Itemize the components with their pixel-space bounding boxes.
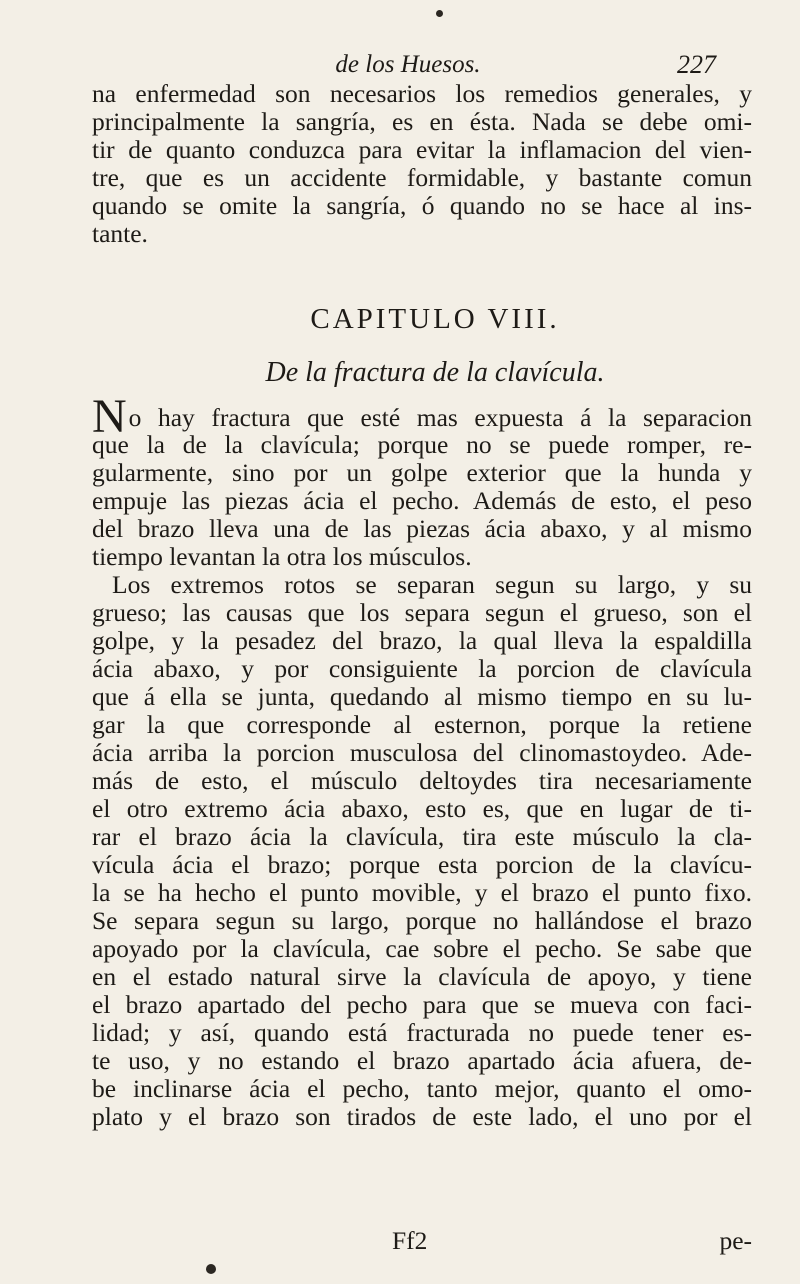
text-line: tiempo levantan la otra los músculos. (92, 542, 472, 571)
chapter-subtitle: De la fractura de la clavícula. (265, 357, 605, 388)
running-title: de los Huesos. (335, 51, 481, 78)
text-line: gar la que corresponde al esternon, porque la retiene (92, 710, 752, 739)
signature-mark: Ff2 (392, 1226, 428, 1255)
text-line: empuje las piezas ácia el pecho. Además de esto, el peso (92, 486, 752, 515)
chapter-heading: CAPITULO VIII. (310, 303, 560, 335)
top-paragraph (92, 80, 752, 248)
text-line: más de esto, el músculo deltoydes tira necesariamente (92, 766, 752, 795)
text-line: tante. (92, 219, 148, 248)
text-line: lidad; y así, quando está fracturada no puede tener es- (92, 1018, 752, 1047)
text-line: Se separa segun su largo, porque no hallándose el brazo (92, 906, 752, 935)
text-line: la se ha hecho el punto movible, y el brazo el punto fixo. (92, 878, 752, 907)
ink-dot-ornament (436, 10, 443, 17)
text-line: tre, que es un accidente formidable, y bastante comun (92, 163, 752, 192)
text-line: te uso, y no estando el brazo apartado ácia afuera, de- (92, 1046, 752, 1075)
text-line: rar el brazo ácia la clavícula, tira este músculo la cla- (92, 822, 752, 851)
text-line: el otro extremo ácia abaxo, esto es, que en lugar de ti- (92, 794, 752, 823)
main-text (92, 390, 752, 1131)
text-line: del brazo lleva una de las piezas ácia abaxo, y al mismo (92, 514, 752, 543)
text-line: na enfermedad son necesarios los remedios generales, y (92, 79, 752, 108)
text-line: principalmente la sangría, es en ésta. Nada se debe omi- (92, 107, 752, 136)
text-line-first (92, 390, 752, 443)
text-line: grueso; las causas que los separa segun el grueso, son el (92, 598, 752, 627)
drop-cap: N (92, 390, 127, 443)
text-line: golpe, y la pesadez del brazo, la qual lleva la espaldilla (92, 626, 752, 655)
text-line: vícula ácia el brazo; porque esta porcion de la clavícu- (92, 850, 752, 879)
catchword: pe- (719, 1226, 752, 1255)
text-line: tir de quanto conduzca para evitar la inflamacion del vien- (92, 135, 752, 164)
page-number: 227 (677, 50, 716, 79)
text-line: apoyado por la clavícula, cae sobre el pecho. Se sabe que (92, 934, 752, 963)
text-line: ácia arriba la porcion musculosa del clinomastoydeo. Ade- (92, 738, 752, 767)
text-line: gularmente, sino por un golpe exterior que la hunda y (92, 458, 752, 487)
text-line: que la de la clavícula; porque no se puede romper, re- (92, 430, 752, 459)
running-head (96, 48, 720, 82)
text-line: be inclinarse ácia el pecho, tanto mejor, quanto el omo- (92, 1074, 752, 1103)
text-line: plato y el brazo son tirados de este lado, el uno por el (92, 1102, 752, 1131)
first-line-text: o hay fractura que esté mas expuesta á la separacion (128, 403, 752, 432)
page-footer (92, 1226, 752, 1254)
text-line: que á ella se junta, quedando al mismo tiempo en su lu- (92, 682, 752, 711)
text-line: el brazo apartado del pecho para que se mueva con faci- (92, 990, 752, 1019)
text-line: Los extremos rotos se separan segun su largo, y su (112, 570, 752, 599)
text-line: en el estado natural sirve la clavícula de apoyo, y tiene (92, 962, 752, 991)
ink-dot-ornament (206, 1264, 216, 1274)
text-line: ácia abaxo, y por consiguiente la porcion de clavícula (92, 654, 752, 683)
text-line: quando se omite la sangría, ó quando no se hace al ins- (92, 191, 752, 220)
